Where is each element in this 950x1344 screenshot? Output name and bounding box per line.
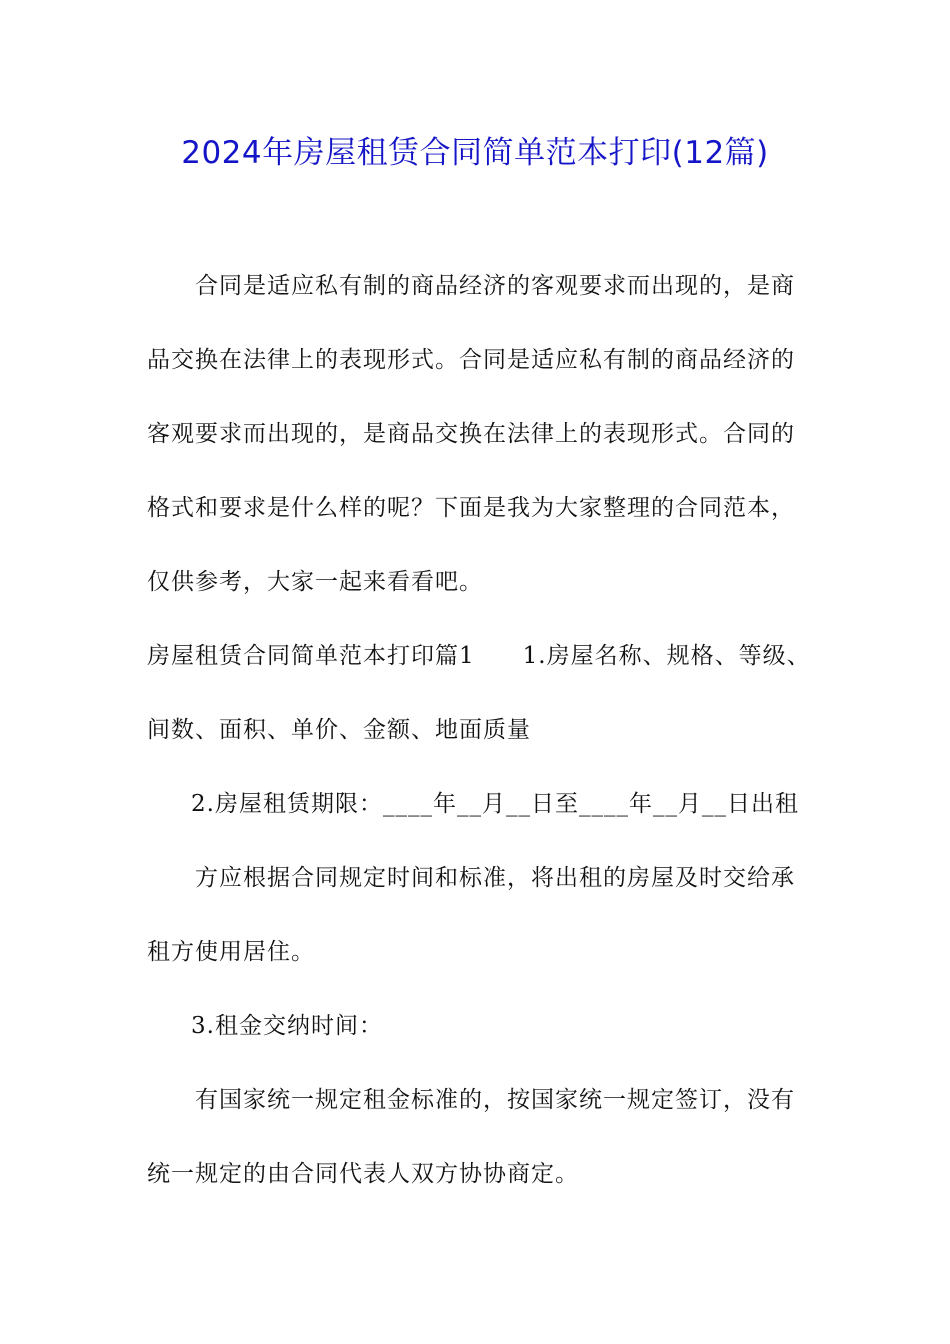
- paragraph-line: 统一规定的由合同代表人双方协协商定。: [147, 1161, 579, 1187]
- paragraph-line: 2.房屋租赁期限：____年__月__日至____年__月__日出租: [191, 791, 799, 817]
- section-heading-line: 房屋租赁合同简单范本打印篇1 1.房屋名称、规格、等级、: [147, 643, 811, 669]
- paragraph-line: 3.租金交纳时间：: [191, 1013, 383, 1039]
- paragraph-line: 租方使用居住。: [147, 939, 315, 965]
- paragraph-line: 方应根据合同规定时间和标准，将出租的房屋及时交给承: [195, 865, 795, 891]
- paragraph-line: 合同是适应私有制的商品经济的客观要求而出现的，是商: [195, 273, 795, 299]
- document-title: 2024年房屋租赁合同简单范本打印(12篇): [181, 135, 769, 171]
- paragraph-line: 客观要求而出现的，是商品交换在法律上的表现形式。合同的: [147, 421, 795, 447]
- paragraph-line: 格式和要求是什么样的呢？下面是我为大家整理的合同范本，: [147, 495, 795, 521]
- paragraph-line: 品交换在法律上的表现形式。合同是适应私有制的商品经济的: [147, 347, 795, 373]
- paragraph-line: 间数、面积、单价、金额、地面质量: [147, 717, 531, 743]
- paragraph-line: 有国家统一规定租金标准的，按国家统一规定签订，没有: [195, 1087, 795, 1113]
- paragraph-line: 仅供参考，大家一起来看看吧。: [147, 569, 483, 595]
